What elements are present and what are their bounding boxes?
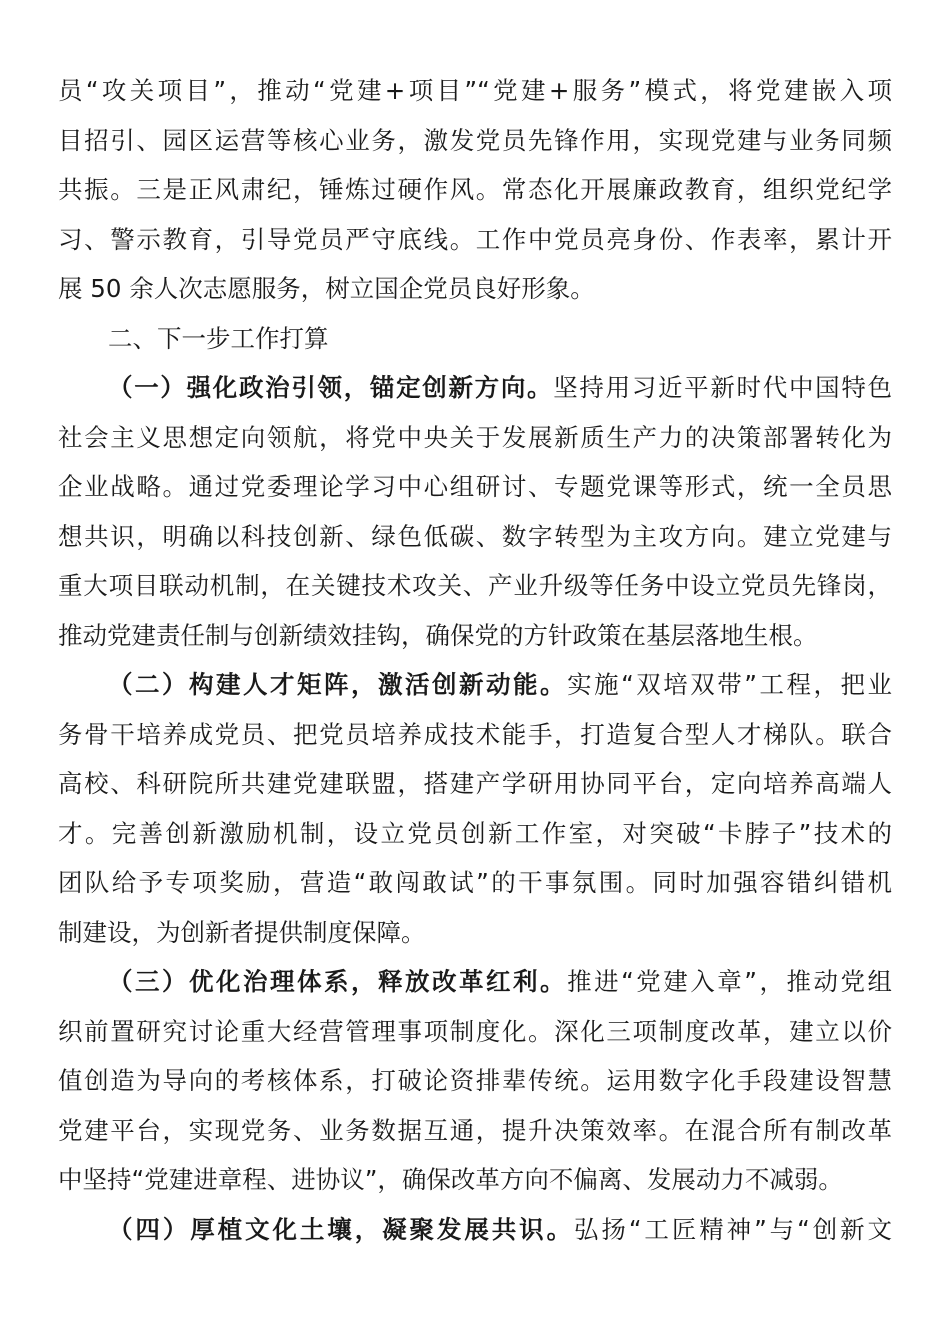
text-line: 才。完善创新激励机制，设立党员创新工作室，对突破“卡脖子”技术的 (58, 818, 892, 848)
item-paragraph-2 (58, 660, 892, 957)
document-page (58, 66, 892, 1254)
item-first-line-text: 实施“双培双带”工程，把业 (567, 670, 892, 699)
text-line: 习、警示教育，引导党员严守底线。工作中党员亮身份、作表率，累计开 (58, 224, 892, 254)
text-line: 展 50 余人次志愿服务，树立国企党员良好形象。 (58, 274, 595, 303)
text-line: 共振。三是正风肃纪，锤炼过硬作风。常态化开展廉政教育，组织党纪学 (58, 175, 892, 204)
item-paragraph-4 (58, 1205, 892, 1255)
paragraph-intro (58, 66, 892, 314)
text-line: 党建平台，实现党务、业务数据互通，提升决策效率。在混合所有制改革 (58, 1115, 892, 1145)
text-line: 团队给予专项奖励，营造“敢闯敢试”的干事氛围。同时加强容错纠错机 (58, 868, 892, 897)
item-first-line (58, 957, 892, 1007)
text-line: 目招引、园区运营等核心业务，激发党员先锋作用，实现党建与业务同频 (58, 125, 892, 155)
text-line: 制建设，为创新者提供制度保障。 (58, 917, 426, 947)
item-paragraph-1 (58, 363, 892, 660)
text-line: 中坚持“党建进章程、进协议”，确保改革方向不偏离、发展动力不减弱。 (58, 1165, 843, 1194)
item-first-line (58, 363, 892, 413)
text-line: 织前置研究讨论重大经营管理事项制度化。深化三项制度改革，建立以价 (58, 1016, 892, 1046)
item-first-line-text: 弘扬“工匠精神”与“创新文 (574, 1214, 893, 1244)
text-line: 重大项目联动机制，在关键技术攻关、产业升级等任务中设立党员先锋岗， (58, 571, 892, 600)
item-first-line-text: 推进“党建入章”，推动党组 (567, 967, 892, 996)
text-line: 企业战略。通过党委理论学习中心组研讨、专题党课等形式，统一全员思 (58, 472, 892, 501)
item-heading: （三）优化治理体系，释放改革红利。 (108, 967, 568, 996)
text-line: 推动党建责任制与创新绩效挂钩，确保党的方针政策在基层落地生根。 (58, 620, 818, 650)
item-paragraph-3 (58, 957, 892, 1205)
section-heading: 二、下一步工作打算 (108, 323, 329, 353)
item-heading: （四）厚植文化土壤，凝聚发展共识。 (108, 1214, 574, 1244)
item-first-line (58, 660, 892, 710)
text-line: 高校、科研院所共建党建联盟，搭建产学研用协同平台，定向培养高端人 (58, 769, 892, 798)
text-line: 值创造为导向的考核体系，打破论资排辈传统。运用数字化手段建设智慧 (58, 1066, 892, 1095)
text-line: 社会主义思想定向领航，将党中央关于发展新质生产力的决策部署转化为 (58, 422, 892, 452)
item-heading: （一）强化政治引领，锚定创新方向。 (108, 373, 554, 402)
item-first-line-text: 坚持用习近平新时代中国特色 (553, 373, 893, 402)
text-line: 员“攻关项目”，推动“党建+项目”“党建+服务”模式，将党建嵌入项 (58, 76, 892, 105)
text-line: 务骨干培养成党员、把党员培养成技术能手，打造复合型人才梯队。联合 (58, 719, 892, 749)
item-first-line (58, 1205, 892, 1255)
item-heading: （二）构建人才矩阵，激活创新动能。 (108, 670, 568, 699)
text-line: 想共识，明确以科技创新、绿色低碳、数字转型为主攻方向。建立党建与 (58, 521, 892, 551)
